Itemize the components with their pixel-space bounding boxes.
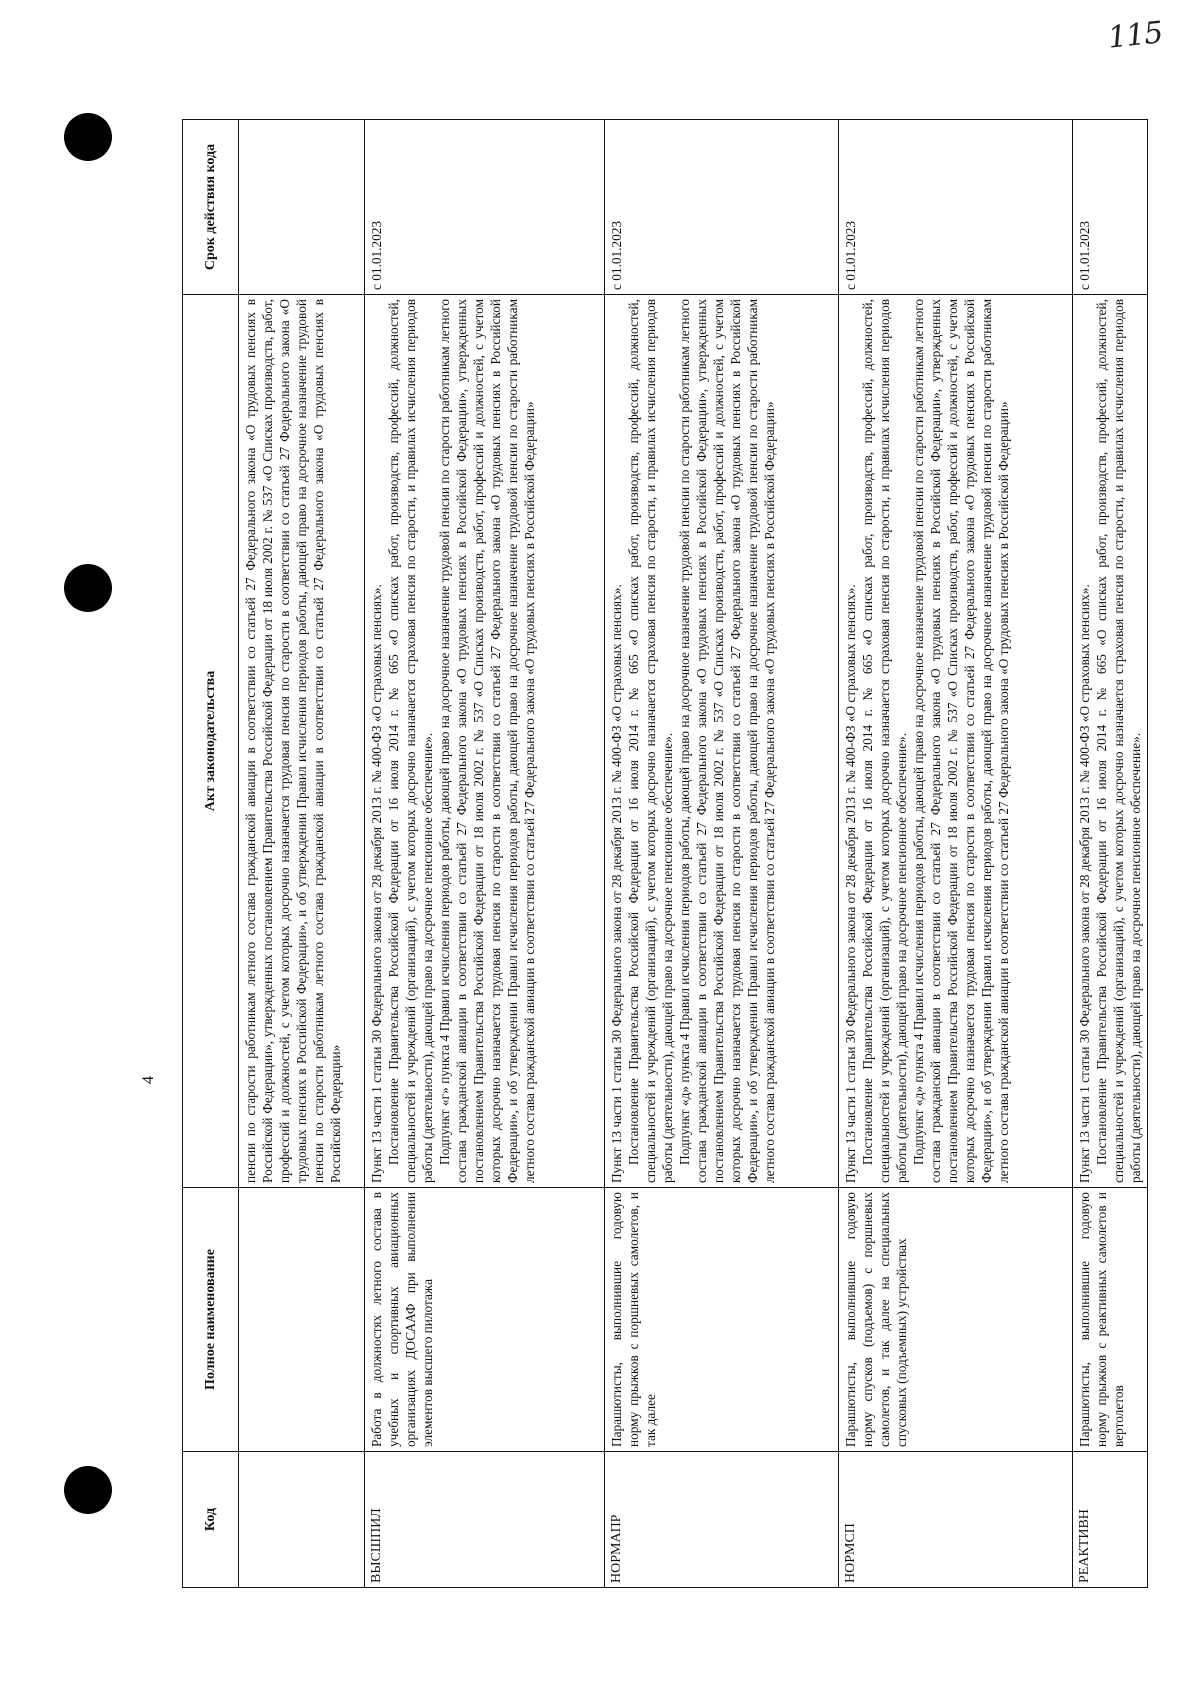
row-legislation-act (365, 295, 605, 1188)
table-row (239, 120, 365, 1588)
row-validity (239, 120, 365, 295)
row-legislation-act (239, 295, 365, 1188)
row-full-name: Парашютисты, выполнившие годовую норму прыжков с поршневых самолетов, и так далее (605, 1188, 839, 1452)
act-paragraph: Постановление Правительства Российской Федерации от 16 июля 2014 г. № 665 «О списках работ, производств, профессий, должностей, специальностей и учреждений (организаций), с учетом которых досрочно назначается страховая пенсия по старости, и правилах исчисления периодов работы (деятельности), дающей право на досрочное пенсионное обеспечение». (386, 299, 436, 1183)
handwritten-page-mark: 115 (1106, 15, 1164, 56)
header-full-name: Полное наименование (183, 1188, 239, 1452)
act-paragraph: Подпункт «д» пункта 4 Правил исчисления периодов работы, дающей право на досрочное назначение трудовой пенсии по старости работникам летного состава гражданской авиации в соответствии со статьей 27 Федерального закона «О трудовых пенсиях в Российской Федерации», утвержденных постановлением Правительства Российской Федерации от 18 июля 2002 г. № 537 «О Списках производств, работ, профессий и должностей, с учетом которых досрочно назначается трудовая пенсия по старости в соответствии со статьей 27 Федерального закона «О трудовых пенсиях в Российской Федерации», и об утверждении Правил исчисления периодов работы, дающей право на досрочное назначение трудовой пенсии по старости работникам летного состава гражданской авиации в соответствии со статьей 27 Федерального закона «О трудовых пенсиях в Российской Федерации» (911, 299, 1012, 1183)
row-full-name: Парашютисты, выполнившие годовую норму спусков (подъемов) с поршневых самолетов, и так далее на специальных спусковых (подъемных) устройствах (839, 1188, 1073, 1452)
table-row (365, 120, 605, 1588)
punch-hole (64, 564, 112, 612)
row-validity: с 01.01.2023 (1073, 120, 1148, 295)
row-code (239, 1452, 365, 1588)
table-row (839, 120, 1073, 1588)
header-validity: Срок действия кода (183, 120, 239, 295)
punch-hole (64, 1466, 112, 1514)
punch-hole (64, 113, 112, 161)
row-legislation-act (839, 295, 1073, 1188)
act-paragraph: Пункт 13 части 1 статьи 30 Федерального закона от 28 декабря 2013 г. № 400-ФЗ «О страховых пенсиях». (843, 584, 858, 1183)
row-code: ВЫСШПИЛ (365, 1452, 605, 1588)
act-paragraph: Подпункт «г» пункта 4 Правил исчисления периодов работы, дающей право на досрочное назначение трудовой пенсии по старости работникам летного состава гражданской авиации в соответствии со статьей 27 Федерального закона «О трудовых пенсиях в Российской Федерации», утвержденных постановлением Правительства Российской Федерации от 18 июля 2002 г. № 537 «О Списках производств, работ, профессий и должностей, с учетом которых досрочно назначается трудовая пенсия по старости в соответствии со статьей 27 Федерального закона «О трудовых пенсиях в Российской Федерации», и об утверждении Правил исчисления периодов работы, дающей право на досрочное назначение трудовой пенсии по старости работникам летного состава гражданской авиации в соответствии со статьей 27 Федерального закона «О трудовых пенсиях в Российской Федерации» (437, 299, 538, 1183)
table-header-row (183, 120, 239, 1588)
row-validity: с 01.01.2023 (839, 120, 1073, 295)
row-code: НОРМСП (839, 1452, 1073, 1588)
header-legislation-act: Акт законодательства (183, 295, 239, 1188)
row-code: НОРМАПР (605, 1452, 839, 1588)
act-paragraph: Пункт 13 части 1 статьи 30 Федерального закона от 28 декабря 2013 г. № 400-ФЗ «О страховых пенсиях». (1077, 584, 1092, 1183)
act-paragraph: Пункт 13 части 1 статьи 30 Федерального закона от 28 декабря 2013 г. № 400-ФЗ «О страховых пенсиях». (609, 584, 624, 1183)
row-full-name: Парашютисты, выполнившие годовую норму прыжков с реактивных самолетов и вертолетов (1073, 1188, 1148, 1452)
document-table (182, 119, 1148, 1588)
row-full-name: Работа в должностях летного состава в учебных и спортивных авиационных организациях ДОСААФ при выполнении элементов высшего пилотажа (365, 1188, 605, 1452)
row-full-name (239, 1188, 365, 1452)
rotated-page-content (182, 120, 1144, 1588)
table-row (605, 120, 839, 1588)
row-validity: с 01.01.2023 (365, 120, 605, 295)
header-code: Код (183, 1452, 239, 1588)
row-code: РЕАКТИВН (1073, 1452, 1148, 1588)
act-paragraph: пенсии по старости работникам летного состава гражданской авиации в соответствии со статьей 27 Федерального закона «О трудовых пенсиях в Российской Федерации», утвержденных постановлением Правительства Российской Федерации от 18 июля 2002 г. № 537 «О Списках производств, работ, профессий и должностей, с учетом которых досрочно назначается трудовая пенсия по старости в соответствии со статьей 27 Федерального закона «О трудовых пенсиях в Российской Федерации», и об утверждении Правил исчисления периодов работы, дающей право на досрочное назначение трудовой пенсии по старости работникам летного состава гражданской авиации в соответствии со статьей 27 Федерального закона «О трудовых пенсиях в Российской Федерации» (243, 299, 344, 1183)
act-paragraph: Постановление Правительства Российской Федерации от 16 июля 2014 г. № 665 «О списках работ, производств, профессий, должностей, специальностей и учреждений (организаций), с учетом которых досрочно назначается страховая пенсия по старости, и правилах исчисления периодов работы (деятельности), дающей право на досрочное пенсионное обеспечение». (1094, 299, 1144, 1183)
row-validity: с 01.01.2023 (605, 120, 839, 295)
table-row (1073, 120, 1148, 1588)
act-paragraph: Постановление Правительства Российской Федерации от 16 июля 2014 г. № 665 «О списках работ, производств, профессий, должностей, специальностей и учреждений (организаций), с учетом которых досрочно назначается страховая пенсия по старости, и правилах исчисления периодов работы (деятельности), дающей право на досрочное пенсионное обеспечение». (626, 299, 676, 1183)
act-paragraph: Пункт 13 части 1 статьи 30 Федерального закона от 28 декабря 2013 г. № 400-ФЗ «О страховых пенсиях». (369, 584, 384, 1183)
act-paragraph: Постановление Правительства Российской Федерации от 16 июля 2014 г. № 665 «О списках работ, производств, профессий, должностей, специальностей и учреждений (организаций), с учетом которых досрочно назначается страховая пенсия по старости, и правилах исчисления периодов работы (деятельности), дающей право на досрочное пенсионное обеспечение». (860, 299, 910, 1183)
row-legislation-act (1073, 295, 1148, 1188)
row-legislation-act (605, 295, 839, 1188)
act-paragraph: Подпункт «д» пункта 4 Правил исчисления периодов работы, дающей право на досрочное назначение трудовой пенсии по старости работникам летного состава гражданской авиации в соответствии со статьей 27 Федерального закона «О трудовых пенсиях в Российской Федерации», утвержденных постановлением Правительства Российской Федерации от 18 июля 2002 г. № 537 «О Списках производств, работ, профессий и должностей, с учетом которых досрочно назначается трудовая пенсия по старости в соответствии со статьей 27 Федерального закона «О трудовых пенсиях в Российской Федерации», и об утверждении Правил исчисления периодов работы, дающей право на досрочное назначение трудовой пенсии по старости работникам летного состава гражданской авиации в соответствии со статьей 27 Федерального закона «О трудовых пенсиях в Российской Федерации» (677, 299, 778, 1183)
page-number: 4 (140, 1076, 157, 1084)
